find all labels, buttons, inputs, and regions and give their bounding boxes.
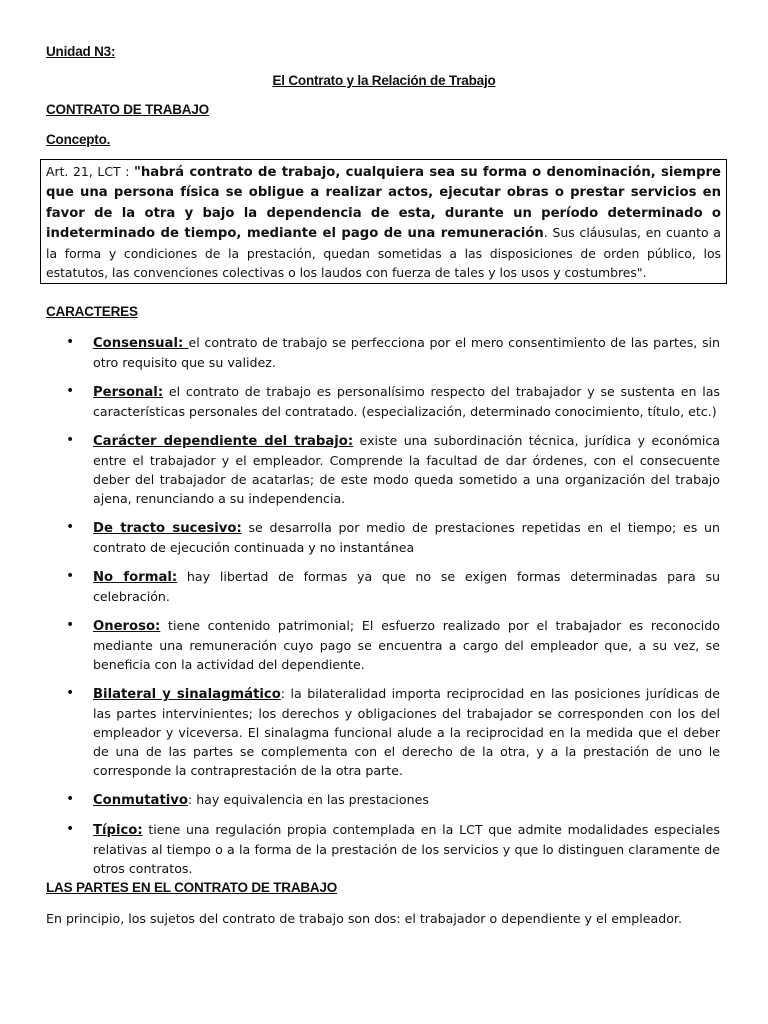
list-item-term: Carácter dependiente del trabajo: <box>93 434 354 449</box>
list-item-term: Típico: <box>93 823 143 838</box>
parties-paragraph: En principio, los sujetos del contrato de trabajo son dos: el trabajador o dependiente y el empleador. <box>46 911 682 926</box>
concept-heading: Concepto. <box>46 132 111 147</box>
bullet-icon: • <box>66 568 75 584</box>
bullet-icon: • <box>66 791 75 807</box>
list-item-text: el contrato de trabajo se perfecciona por el mero consentimiento de las partes, sin otro requisito que su validez. <box>93 335 720 370</box>
list-item-term: Personal: <box>93 385 164 400</box>
list-item-term: No formal: <box>93 570 178 585</box>
list-item-text: hay libertad de formas ya que no se exigen formas determinadas para su celebración. <box>93 569 720 604</box>
list-item-text: : la bilateralidad importa reciprocidad en las posiciones jurídicas de las partes intervinientes; los derechos y obligaciones del trabajador se corresponden con los del empleador y viceversa. El sinalagma funcional alude a la reciprocidad en la medida que el deber de una de las partes se complementa con el derecho de la otra, y a la prestación de uno le corresponde la contraprestación de la otra parte. <box>93 686 720 778</box>
list-item-term: De tracto sucesivo: <box>93 521 242 536</box>
list-item-text: existe una subordinación técnica, jurídica y económica entre el trabajador y el empleador. Comprende la facultad de dar órdenes, con el consecuente deber del trabajador de acatarlas; de este modo queda sometido a una organización del trabajo ajena, renunciando a su independencia. <box>93 433 720 506</box>
unit-title: Unidad N3: <box>46 44 116 59</box>
list-item-term: Conmutativo <box>93 793 188 808</box>
characters-heading: CARACTERES <box>46 304 138 319</box>
list-item <box>0 382 768 421</box>
list-item <box>0 820 768 878</box>
parties-heading: LAS PARTES EN EL CONTRATO DE TRABAJO <box>46 880 338 895</box>
list-item <box>0 518 768 557</box>
list-item <box>0 684 768 780</box>
list-item-term: Bilateral y sinalagmático <box>93 687 281 702</box>
list-item <box>0 431 768 508</box>
list-item-text: : hay equivalencia en las prestaciones <box>187 792 429 807</box>
list-item <box>0 333 768 372</box>
list-item-text: se desarrolla por medio de prestaciones repetidas en el tiempo; es un contrato de ejecución continuada y no instantánea <box>93 520 720 555</box>
list-item-term: Oneroso: <box>93 619 161 634</box>
bullet-icon: • <box>66 432 75 448</box>
list-item <box>0 567 768 606</box>
article-quote-box <box>40 159 727 284</box>
characters-list <box>0 333 768 888</box>
bullet-icon: • <box>66 383 75 399</box>
list-item <box>0 790 768 810</box>
article-rest: . Sus cláusulas, en cuanto a la forma y condiciones de la prestación, quedan sometidas a las disposiciones de orden público, los estatutos, las convenciones colectivas o los laudos con fuerza de tales y los usos y costumbres". <box>46 225 721 281</box>
bullet-icon: • <box>66 685 75 701</box>
document-title: El Contrato y la Relación de Trabajo <box>272 73 496 88</box>
list-item-text: el contrato de trabajo es personalísimo respecto del trabajador y se sustenta en las características personales del contratado. (especialización, determinado conocimiento, título, etc.) <box>93 384 720 419</box>
article-reference: Art. 21, LCT : <box>46 164 135 179</box>
list-item-term: Consensual: <box>93 336 189 351</box>
bullet-icon: • <box>66 334 75 350</box>
bullet-icon: • <box>66 821 75 837</box>
bullet-icon: • <box>66 519 75 535</box>
article-quote: "habrá contrato de trabajo, cualquiera sea su forma o denominación, siempre que una persona física se obligue a realizar actos, ejecutar obras o prestar servicios en favor de la otra y bajo la dependencia de esta, durante un período determinado o indeterminado de tiempo, mediante el pago de una remuneración <box>46 165 721 242</box>
list-item-text: tiene contenido patrimonial; El esfuerzo realizado por el trabajador es reconocido mediante una remuneración cuyo pago se encuentra a cargo del empleador que, a su vez, se beneficia con la actividad del dependiente. <box>93 618 720 672</box>
section-contract-heading: CONTRATO DE TRABAJO <box>46 102 209 117</box>
bullet-icon: • <box>66 617 75 633</box>
list-item-text: tiene una regulación propia contemplada en la LCT que admite modalidades especiales relativas al tiempo o a la forma de la prestación de los servicios y que lo distinguen claramente de otros contratos. <box>93 822 720 876</box>
list-item <box>0 616 768 674</box>
